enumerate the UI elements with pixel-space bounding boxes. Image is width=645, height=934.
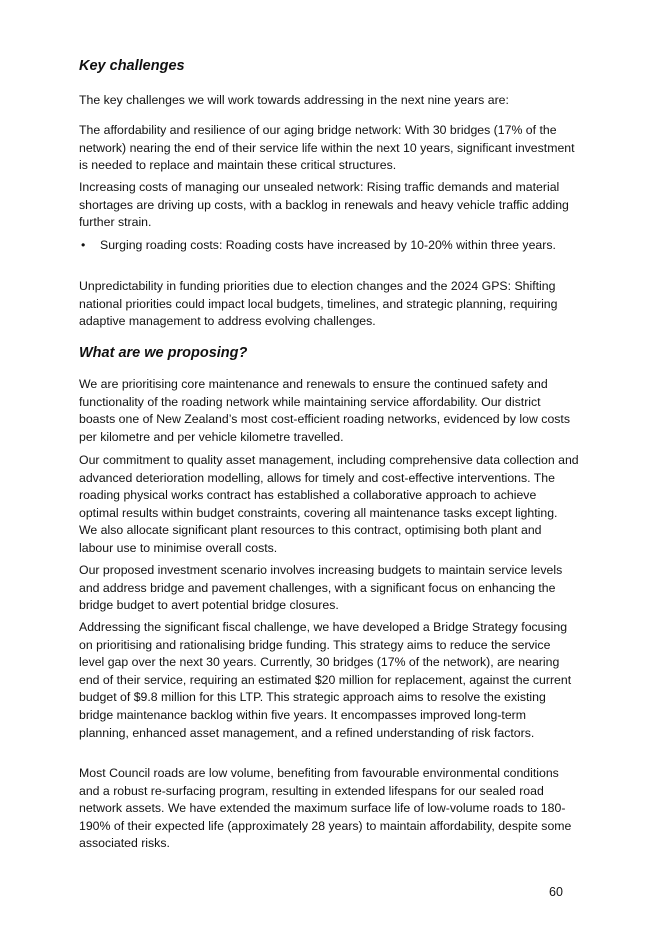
proposing-paragraph-maintenance: We are prioritising core maintenance and renewals to ensure the continued safety and functionality of the roading network while maintaining service affordability. Our district boasts one of New Zealand’s most cost-efficient roading networks, evidenced by low costs per kilometre and per vehicle kilometre travelled. (79, 377, 570, 444)
heading-what-are-we-proposing: What are we proposing? (79, 345, 248, 361)
key-challenges-bridge-paragraph: The affordability and resilience of our aging bridge network: With 30 bridges (17% of the network) nearing the end of their service life within the next 10 years, significant investment is needed to replace and maintain these critical structures. (79, 123, 575, 173)
key-challenges-unsealed-paragraph: Increasing costs of managing our unsealed network: Rising traffic demands and material shortages are driving up costs, with a backlog in renewals and heavy vehicle traffic adding further strain. (79, 180, 569, 230)
key-challenges-funding-paragraph: Unpredictability in funding priorities due to election changes and the 2024 GPS: Shifting national priorities could impact local budgets, timelines, and strategic planning, requiring adaptive management to address evolving challenges. (79, 279, 558, 329)
key-challenges-intro: The key challenges we will work towards addressing in the next nine years are: (79, 93, 509, 107)
heading-key-challenges: Key challenges (79, 58, 185, 74)
proposing-paragraph-bridge-strategy: Addressing the significant fiscal challenge, we have developed a Bridge Strategy focusing on prioritising and rationalising bridge funding. This strategy aims to reduce the service level gap over the next 30 years. Currently, 30 bridges (17% of the network), are nearing end of their service, requiring an estimated $20 million for replacement, against the current budget of $9.8 million for this LTP. This strategic approach aims to resolve the existing bridge maintenance backlog within five years. It encompasses improved long-term planning, enhanced asset management, and a refined understanding of risk factors. (79, 620, 572, 740)
proposing-paragraph-investment-scenario: Our proposed investment scenario involves increasing budgets to maintain service levels and address bridge and pavement challenges, with a significant focus on enhancing the bridge budget to avert potential bridge closures. (79, 563, 563, 613)
proposing-paragraph-asset-management: Our commitment to quality asset management, including comprehensive data collection and advanced deterioration modelling, allows for timely and cost-effective interventions. The roading physical works contract has established a collaborative approach to achieve optimal results within budget constraints, covering all maintenance tasks except lighting. We also allocate significant plant resources to this contract, optimising both plant and labour use to minimise overall costs. (79, 453, 579, 555)
proposing-paragraph-low-volume-roads: Most Council roads are low volume, benefiting from favourable environmental conditions and a robust re-surfacing program, resulting in extended lifespans for our sealed road network assets. We have extended the maximum surface life of low-volume roads to 180-190% of their expected life (approximately 28 years) to maintain affordability, despite some associated risks. (79, 766, 572, 851)
bullet-dot: • (81, 238, 86, 252)
bullet-text: Surging roading costs: Roading costs have increased by 10-20% within three years. (100, 238, 556, 252)
page-number: 60 (549, 885, 563, 899)
